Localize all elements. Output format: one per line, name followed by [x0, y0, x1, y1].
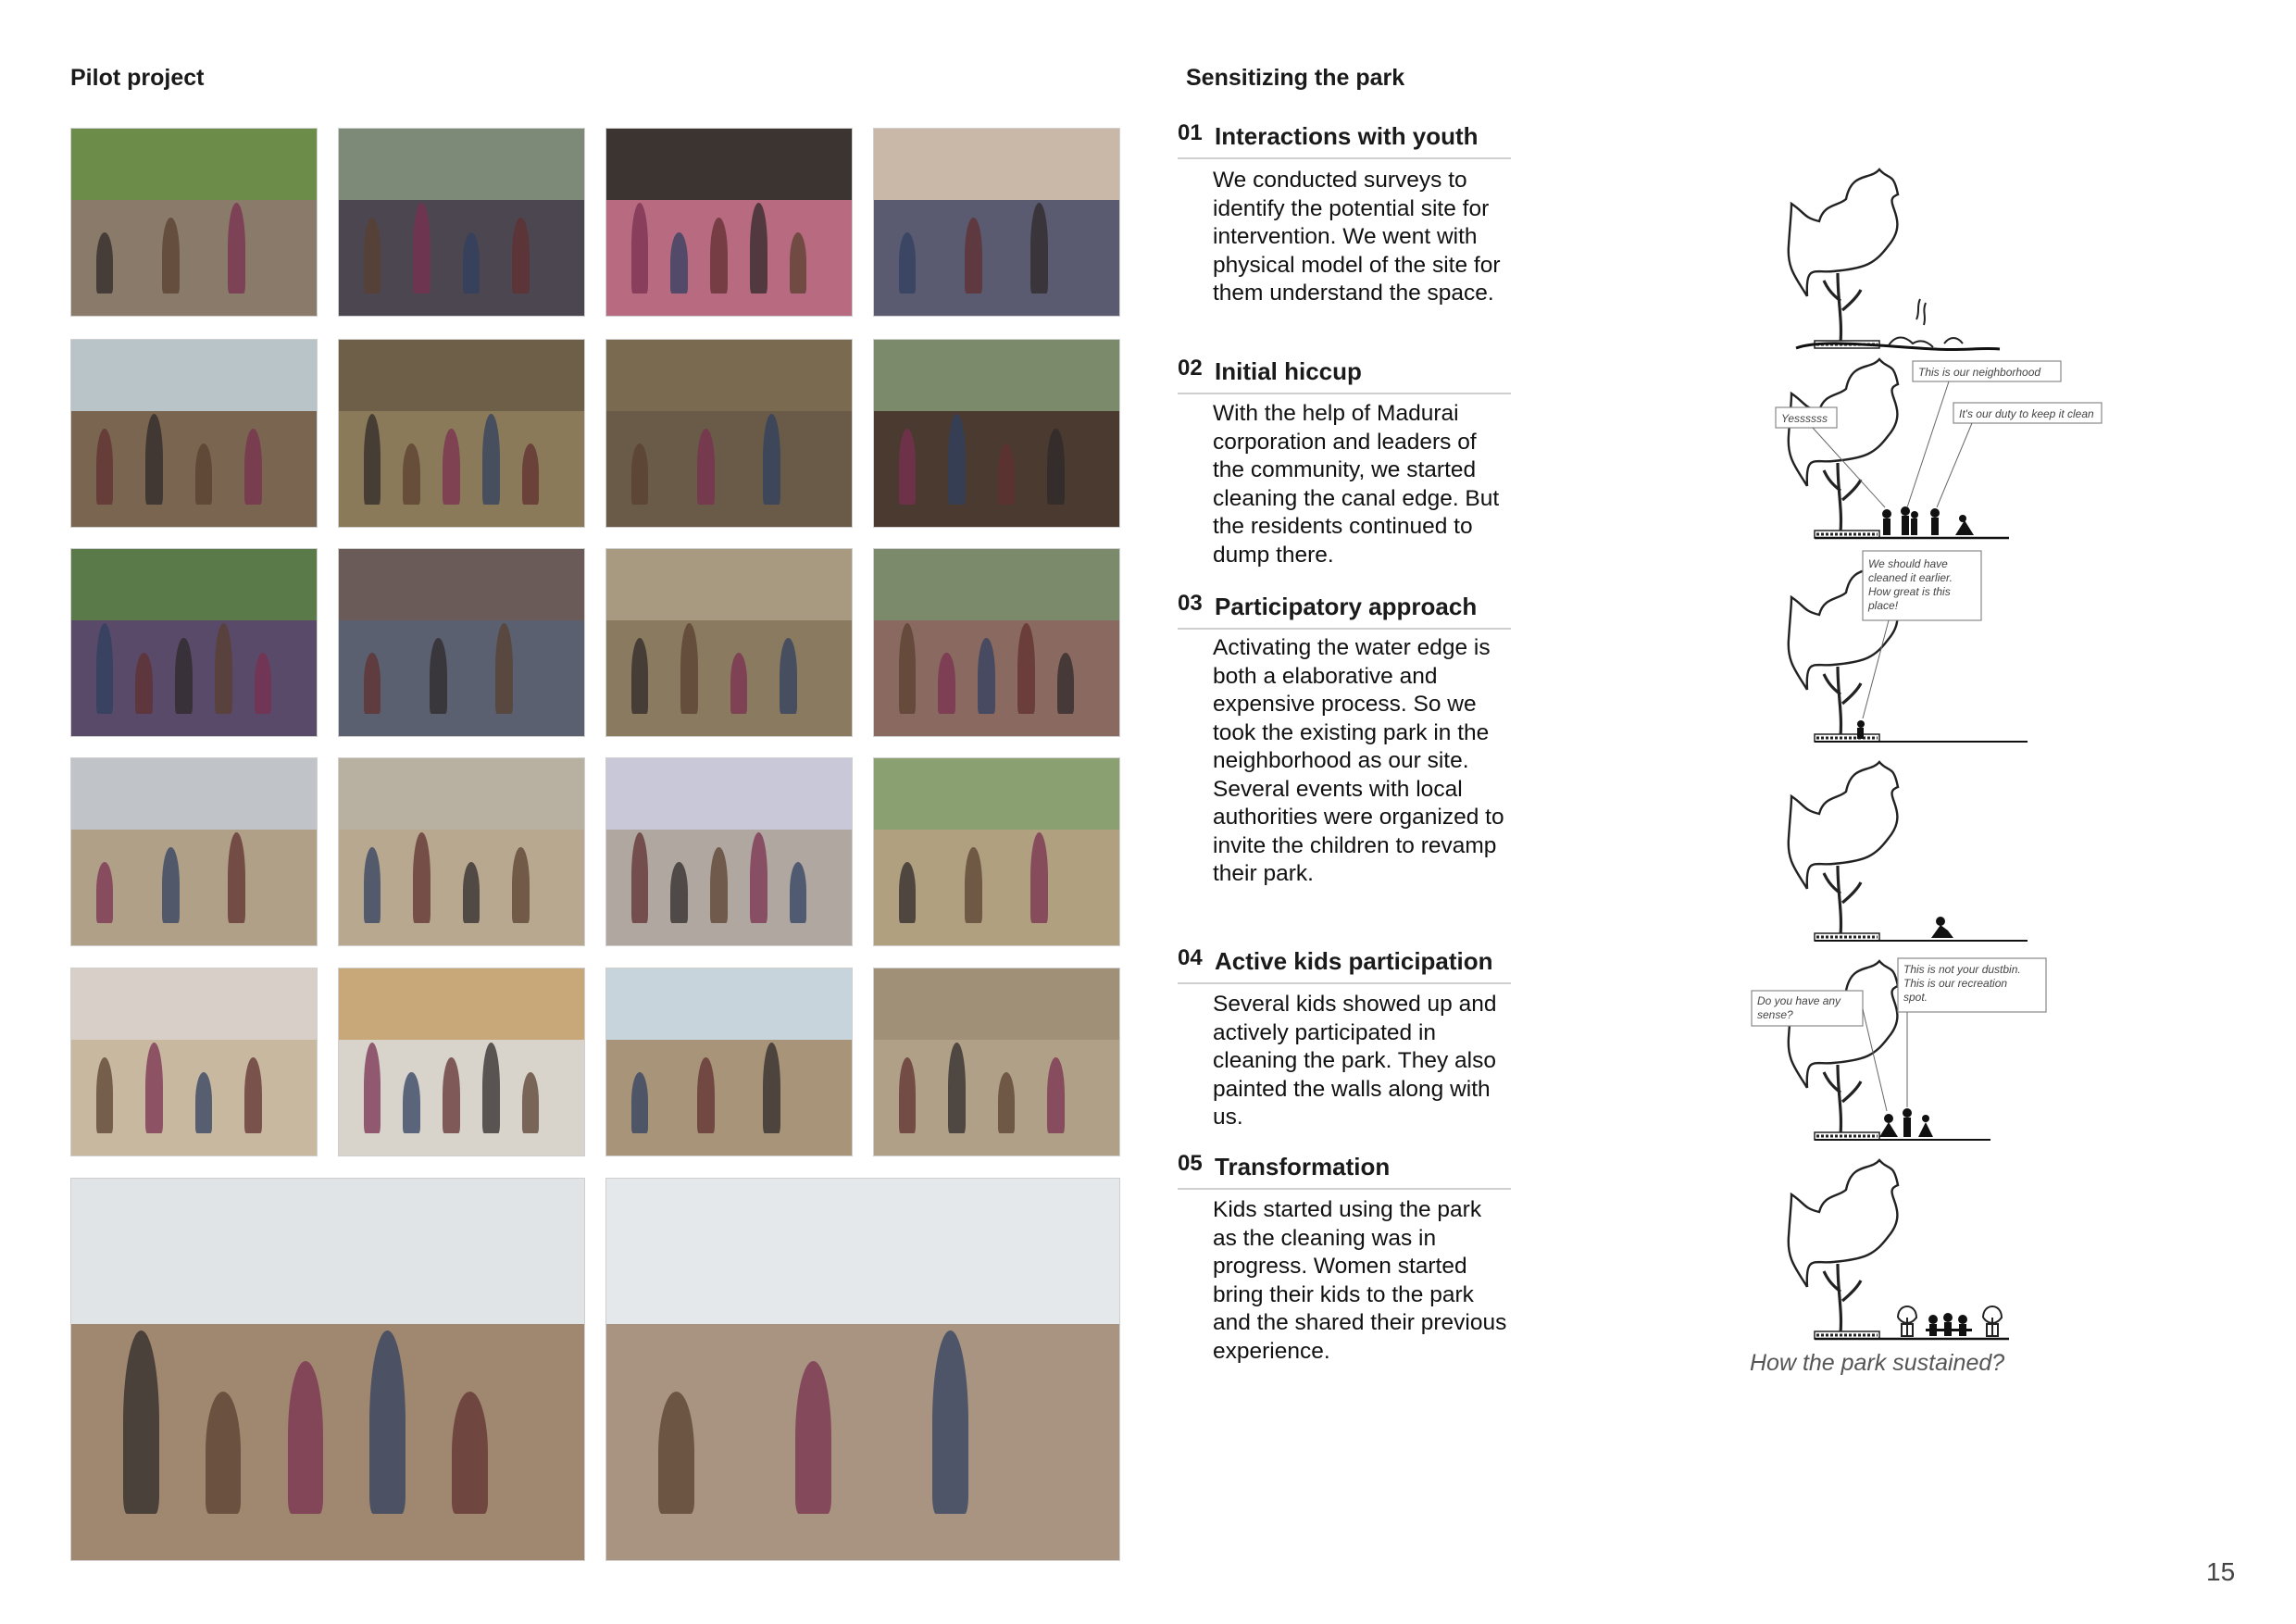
page-number: 15 [2206, 1557, 2236, 1586]
sketch-02-bubble-neighborhood: This is our neighborhood [1918, 366, 2041, 379]
step-02-body: With the help of Madurai corporation and leaders of the community, we started cleaning the canal edge. But the residents continued to dump there. [1213, 401, 1500, 568]
sketch-sequence [1722, 157, 2111, 1343]
sketch-03-bubble-line1: We should have [1868, 557, 1948, 570]
step-03-body: Activating the water edge is both a elaborative and expensive process. So we took the existing park in the neighborhood as our site. Several events with local authorities were organized to invite the children to revamp their park. [1213, 635, 1504, 886]
sketch-02 [1776, 359, 2102, 538]
photo-kids-sweep [70, 757, 318, 946]
photo-youth-street [338, 128, 585, 317]
photo-kids-paint [873, 757, 1120, 946]
sketch-03-bubble-line3: How great is this [1868, 585, 1951, 598]
section-title-pilot-project: Pilot project [70, 65, 205, 91]
photo-talk-group [70, 548, 318, 737]
step-05-number: 05 [1178, 1151, 1203, 1176]
photo-kids-wall [605, 757, 853, 946]
step-04-divider [1178, 982, 1511, 984]
step-02-divider [1178, 393, 1511, 394]
sketch-05-bubble-line5: sense? [1757, 1008, 1793, 1021]
sketch-02-bubble-yes: Yessssss [1781, 412, 1828, 425]
photo-talk-two [338, 548, 585, 737]
step-01-number: 01 [1178, 120, 1203, 145]
photo-canal-cleaning [605, 339, 853, 528]
sketch-03 [1789, 551, 2028, 742]
section-title-sensitizing: Sensitizing the park [1186, 65, 1405, 91]
step-01-body: We conducted surveys to identify the potential site for intervention. We went with physical model of the site for them understand the space. [1213, 168, 1501, 306]
photo-canal-mud [873, 339, 1120, 528]
step-02-title: Initial hiccup [1215, 357, 1362, 385]
step-03-number: 03 [1178, 591, 1203, 616]
photo-youth-model [605, 128, 853, 317]
sketch-05-bubble-line4: Do you have any [1757, 994, 1841, 1007]
photo-canal-men [70, 339, 318, 528]
sketch-05-bubble-line3: spot. [1903, 991, 1928, 1004]
sketch-02-bubble-duty: It's our duty to keep it clean [1959, 407, 2094, 420]
step-04-body: Several kids showed up and actively participated in cleaning the park. They also painted the walls along with us. [1213, 992, 1497, 1130]
step-05-title: Transformation [1215, 1153, 1391, 1181]
sketch-03-bubble-line4: place! [1868, 599, 1899, 612]
step-05-body: Kids started using the park as the cleaning was in progress. Women started bring their kids to the park and the shared their previous experience. [1213, 1197, 1507, 1364]
sketch-05 [1752, 958, 2046, 1140]
step-02-number: 02 [1178, 356, 1203, 381]
photo-park-play [605, 968, 853, 1156]
photo-youth-wall [70, 128, 318, 317]
sketch-01 [1789, 169, 2000, 350]
photo-park-aerial [873, 968, 1120, 1156]
sketch-06 [1789, 1160, 2009, 1339]
step-01-title: Interactions with youth [1215, 122, 1479, 150]
step-03-divider [1178, 628, 1511, 630]
photo-kids-bag [338, 757, 585, 946]
photo-youth-crowd [873, 128, 1120, 317]
sketch-caption: How the park sustained? [1750, 1350, 2005, 1376]
photo-canal-aerial [338, 339, 585, 528]
step-04-title: Active kids participation [1215, 947, 1493, 975]
step-05-divider [1178, 1188, 1511, 1190]
photo-park-after [605, 1178, 1120, 1561]
step-03-title: Participatory approach [1215, 593, 1478, 620]
step-04-number: 04 [1178, 945, 1203, 970]
photo-girl-play [70, 968, 318, 1156]
photo-gathering [605, 548, 853, 737]
sketch-05-bubble-line2: This is our recreation [1903, 977, 2008, 990]
photo-swing [338, 968, 585, 1156]
photo-gathering-2 [873, 548, 1120, 737]
step-01-divider [1178, 157, 1511, 159]
sketch-04 [1789, 762, 2028, 941]
sketch-03-bubble-line2: cleaned it earlier. [1868, 571, 1953, 584]
photo-park-before [70, 1178, 585, 1561]
sketch-05-bubble-line1: This is not your dustbin. [1903, 963, 2021, 976]
